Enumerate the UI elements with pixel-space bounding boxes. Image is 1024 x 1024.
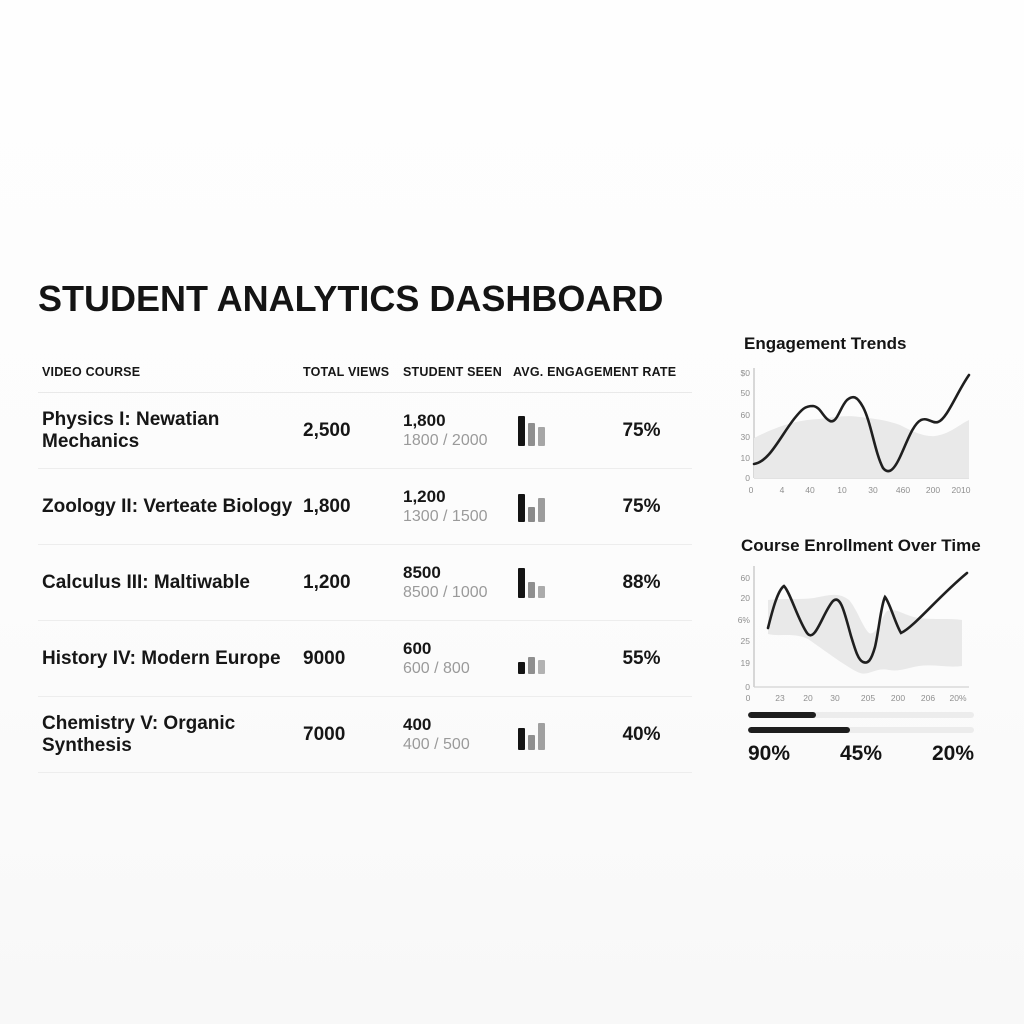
svg-text:200: 200 bbox=[890, 693, 906, 703]
svg-text:25: 25 bbox=[740, 636, 750, 646]
progress-bar bbox=[748, 727, 974, 733]
svg-text:0: 0 bbox=[745, 473, 750, 483]
svg-text:20%: 20% bbox=[949, 693, 967, 703]
course-name: Physics I: Newatian Mechanics bbox=[42, 408, 220, 452]
column-header-video-course: VIDEO COURSE bbox=[42, 365, 141, 379]
course-name: Zoology II: Verteate Biology bbox=[42, 495, 293, 517]
mini-bar-chart-icon bbox=[518, 720, 605, 750]
svg-text:460: 460 bbox=[895, 485, 911, 495]
column-header-total-views: TOTAL VIEWS bbox=[303, 365, 390, 379]
svg-text:206: 206 bbox=[920, 693, 936, 703]
svg-text:23: 23 bbox=[775, 693, 785, 703]
svg-text:6%: 6% bbox=[737, 615, 750, 625]
svg-text:$0: $0 bbox=[740, 368, 750, 378]
mini-bar-chart-icon bbox=[518, 416, 605, 446]
progress-percent-labels bbox=[748, 742, 974, 766]
mini-bar-chart-icon bbox=[518, 568, 605, 598]
svg-text:0: 0 bbox=[745, 682, 750, 692]
table-row bbox=[38, 697, 692, 773]
svg-text:19: 19 bbox=[740, 658, 750, 668]
students-seen-value: 1,200 bbox=[403, 486, 446, 506]
percent-label: 20% bbox=[931, 742, 974, 765]
students-seen-cell bbox=[399, 486, 509, 527]
engagement-rate-value: 88% bbox=[622, 571, 661, 593]
total-views-value: 7000 bbox=[303, 723, 346, 745]
students-seen-cell bbox=[399, 410, 509, 451]
course-name: History IV: Modern Europe bbox=[42, 647, 281, 669]
students-seen-value: 1,800 bbox=[403, 410, 446, 430]
students-seen-cell bbox=[399, 562, 509, 603]
column-header-student-seen: STUDENT SEEN bbox=[403, 365, 502, 379]
percent-label: 45% bbox=[839, 742, 883, 765]
course-name: Calculus III: Maltiwable bbox=[42, 571, 250, 593]
course-table bbox=[38, 352, 692, 773]
svg-text:0: 0 bbox=[745, 693, 751, 703]
students-seen-value: 400 bbox=[403, 714, 432, 734]
students-seen-value: 8500 bbox=[403, 562, 441, 582]
total-views-value: 2,500 bbox=[303, 419, 351, 441]
page-title: STUDENT ANALYTICS DASHBOARD bbox=[38, 278, 664, 320]
progress-bar bbox=[748, 712, 974, 718]
mini-bar-chart-icon bbox=[518, 492, 605, 522]
svg-text:0: 0 bbox=[748, 485, 754, 495]
svg-text:2010: 2010 bbox=[951, 485, 971, 495]
svg-text:30: 30 bbox=[868, 485, 878, 495]
percent-label: 90% bbox=[748, 742, 791, 765]
svg-text:200: 200 bbox=[925, 485, 941, 495]
svg-text:4: 4 bbox=[779, 485, 785, 495]
students-seen-ratio: 400 / 500 bbox=[403, 736, 470, 754]
total-views-value: 1,800 bbox=[303, 495, 351, 517]
students-seen-cell bbox=[399, 714, 509, 755]
students-seen-value: 600 bbox=[403, 638, 432, 658]
course-enrollment-title: Course Enrollment Over Time bbox=[741, 536, 981, 555]
course-enrollment-chart bbox=[724, 560, 976, 706]
svg-text:60: 60 bbox=[740, 410, 750, 420]
table-row bbox=[38, 393, 692, 469]
engagement-rate-value: 75% bbox=[622, 419, 661, 441]
summary-progress-section bbox=[748, 712, 974, 766]
total-views-value: 9000 bbox=[303, 647, 346, 669]
engagement-trends-chart bbox=[724, 360, 976, 500]
svg-text:10: 10 bbox=[837, 485, 847, 495]
engagement-rate-value: 55% bbox=[622, 647, 661, 669]
svg-text:20: 20 bbox=[740, 593, 750, 603]
progress-bar-fill bbox=[748, 712, 816, 718]
course-name: Chemistry V: Organic Synthesis bbox=[42, 712, 236, 756]
engagement-rate-value: 75% bbox=[622, 495, 661, 517]
svg-text:30: 30 bbox=[740, 432, 750, 442]
students-seen-ratio: 1300 / 1500 bbox=[403, 508, 488, 526]
svg-text:10: 10 bbox=[740, 453, 750, 463]
students-seen-ratio: 1800 / 2000 bbox=[403, 432, 488, 450]
svg-text:30: 30 bbox=[830, 693, 840, 703]
svg-text:40: 40 bbox=[805, 485, 815, 495]
table-row bbox=[38, 545, 692, 621]
table-row bbox=[38, 621, 692, 697]
column-header-avg-engagement-rate: AVG. ENGAGEMENT RATE bbox=[513, 365, 677, 379]
engagement-rate-value: 40% bbox=[622, 723, 661, 745]
svg-text:60: 60 bbox=[740, 573, 750, 583]
mini-bar-chart-icon bbox=[518, 644, 605, 674]
svg-text:50: 50 bbox=[740, 388, 750, 398]
students-seen-ratio: 600 / 800 bbox=[403, 660, 470, 678]
shaded-band-area bbox=[754, 416, 969, 478]
total-views-value: 1,200 bbox=[303, 571, 351, 593]
engagement-trends-title: Engagement Trends bbox=[744, 334, 907, 353]
students-seen-cell bbox=[399, 638, 509, 679]
svg-text:20: 20 bbox=[803, 693, 813, 703]
progress-bar-fill bbox=[748, 727, 850, 733]
students-seen-ratio: 8500 / 1000 bbox=[403, 584, 488, 602]
table-header-row bbox=[38, 352, 692, 393]
table-row bbox=[38, 469, 692, 545]
svg-text:205: 205 bbox=[860, 693, 876, 703]
